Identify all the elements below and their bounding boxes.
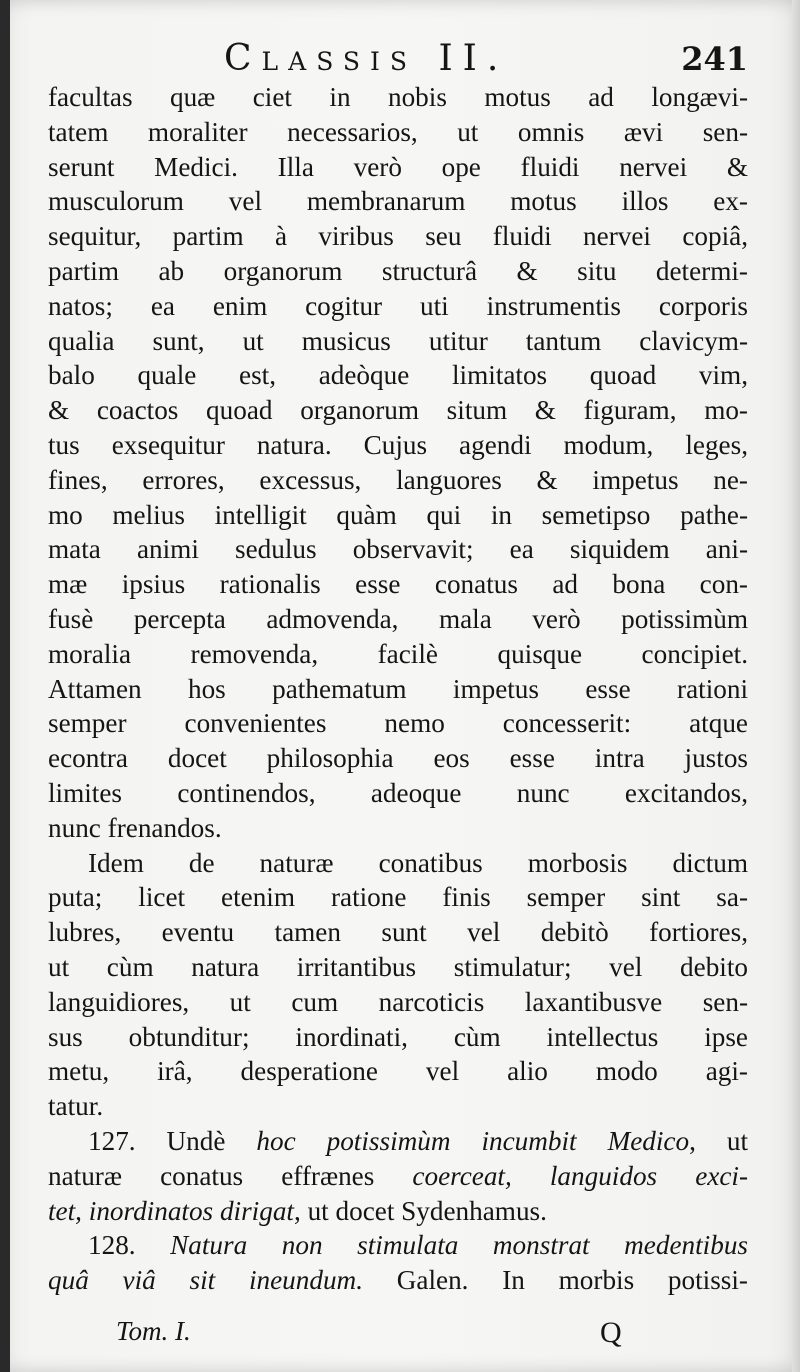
text-line [48,115,748,150]
text-segment: tus exsequitur natura. Cujus agendi modum, leges, [48,429,748,460]
text-segment: languidiores, ut cum narcoticis laxantibusve sen- [48,986,748,1017]
italic-text-segment: quâ viâ sit ineundum. [48,1265,363,1296]
italic-text-segment: hoc potissimùm incumbit Medico [256,1125,690,1156]
text-line [48,1089,748,1124]
text-segment: natos; ea enim cogitur uti instrumentis corporis [48,290,748,321]
text-segment: balo quale est, adeòque limitatos quoad vim, [48,360,748,391]
text-segment: fusè percepta admovenda, mala verò potissimùm [48,603,748,634]
text-line [48,428,748,463]
text-line [48,150,748,185]
text-segment: lubres, eventu tamen sunt vel debitò fortiores, [48,917,748,948]
body-text [48,80,748,1298]
text-line [48,254,748,289]
text-line [48,1020,748,1055]
text-line [48,915,748,950]
text-line [48,950,748,985]
text-segment: econtra docet philosophia eos esse intra justos [48,743,748,774]
text-segment: fines, errores, excessus, languores & impetus ne- [48,464,748,495]
text-segment: 127. Undè [88,1125,257,1156]
text-line [48,811,748,846]
text-line [48,1054,748,1089]
text-line [48,1228,748,1263]
text-segment: tatem moraliter necessarios, ut omnis ævi sen- [48,116,748,147]
text-segment: Idem de naturæ conatibus morbosis dictum [88,847,748,878]
running-head: Classis II. [224,38,509,79]
text-line [48,602,748,637]
text-line [48,532,748,567]
signature-mark: Q [600,1316,622,1349]
text-segment: sus obtunditur; inordinati, cùm intellectus ipse [48,1021,748,1052]
text-line [48,184,748,219]
text-line [48,985,748,1020]
text-segment: mo melius intelligit quàm qui in semetipso pathe- [48,499,748,530]
text-line [48,219,748,254]
page-header [48,38,748,86]
text-line [48,463,748,498]
text-line [48,1194,748,1229]
text-segment: naturæ conatus effrænes [48,1160,413,1191]
text-segment: tatur. [48,1091,104,1122]
text-segment: puta; licet etenim ratione finis semper sint sa- [48,882,748,913]
text-line [48,498,748,533]
text-segment: qualia sunt, ut musicus utitur tantum clavicym- [48,325,748,356]
text-segment: moralia removenda, facilè quisque concipiet. [48,638,748,669]
text-line [48,358,748,393]
text-line [48,567,748,602]
text-segment: Galen. In morbis potissi- [363,1265,748,1296]
text-line [48,1263,748,1298]
text-segment: sequitur, partim à viribus seu fluidi nervei copiâ, [48,221,748,252]
volume-marker: Tom. I. [116,1316,191,1346]
page-number: 241 [681,40,748,78]
text-segment: metu, irâ, desperatione vel alio modo agi- [48,1056,748,1087]
italic-text-segment: Natura non stimulata monstrat medentibus [170,1230,748,1261]
text-line [48,1124,748,1159]
italic-text-segment: coerceat, languidos exci- [412,1160,748,1191]
text-segment: semper convenientes nemo concesserit: atque [48,708,748,739]
text-segment: , ut docet Sydenhamus. [293,1195,547,1226]
text-line [48,637,748,672]
text-segment: Attamen hos pathematum impetus esse rationi [48,673,748,704]
text-line [48,324,748,359]
page-left-edge [0,0,10,1372]
text-segment: facultas quæ ciet in nobis motus ad longævi- [48,82,748,112]
text-line [48,289,748,324]
text-line [48,776,748,811]
text-segment: mata animi sedulus observavit; ea siquidem ani- [48,534,748,565]
italic-text-segment: tet, inordinatos dirigat [48,1195,294,1226]
text-segment: musculorum vel membranarum motus illos ex- [48,186,748,217]
page-footer [48,1316,748,1356]
text-line [48,846,748,881]
text-segment: serunt Medici. Illa verò ope fluidi nervei & [48,151,748,182]
text-line [48,80,748,115]
text-line [48,393,748,428]
text-segment: partim ab organorum structurâ & situ determi- [48,255,748,286]
text-line [48,672,748,707]
text-segment: 128. [88,1230,171,1261]
text-line [48,880,748,915]
text-segment: nunc frenandos. [48,812,222,843]
text-segment: ut cùm natura irritantibus stimulatur; vel debito [48,951,748,982]
text-segment: limites continendos, adeoque nunc excitandos, [48,777,748,808]
page-right-edge [792,0,800,1372]
text-line [48,706,748,741]
text-line [48,1159,748,1194]
text-segment: & coactos quoad organorum situm & figuram, mo- [48,395,748,426]
text-segment: mæ ipsius rationalis esse conatus ad bona con- [48,569,748,600]
text-line [48,741,748,776]
text-segment: , ut [689,1125,748,1156]
